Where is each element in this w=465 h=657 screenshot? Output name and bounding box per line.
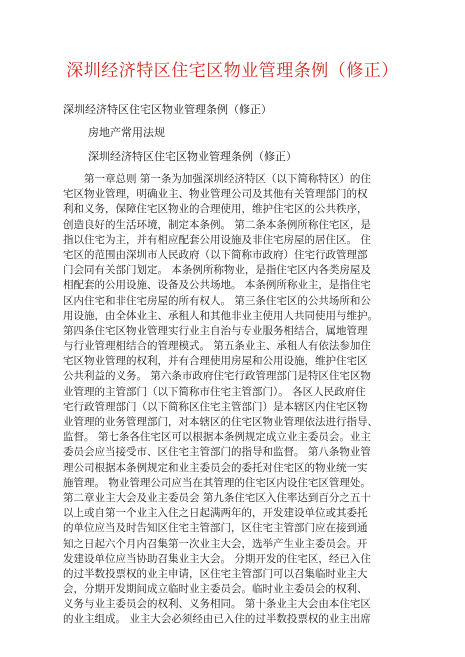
body-line: 监督。 第七条各住宅区可以根据本条例规定成立业主委员会。业主 <box>63 431 371 444</box>
body-line: 宅区物业管理的权利，并有合理使用房屋和公用设施，维护住宅区 <box>63 355 368 368</box>
body-line: 业管理的主管部门（以下简称市住宅主管部门）。 各区人民政府住 <box>63 385 366 398</box>
body-line: 与行业管理相结合的管理模式。 第五条业主、承租人有依法参加住 <box>63 340 371 353</box>
category-label: 房地产常用法规 <box>88 126 165 139</box>
body-line: 相配套的公用设施、设备及公共场地。 本条例所称业主，是指住宅 <box>63 279 371 292</box>
body-line: 第四条住宅区物业管理实行业主自治与专业服务相结合，属地管理 <box>63 324 368 337</box>
body-line: 区内住宅和非住宅房屋的所有权人。 第三条住宅区的公共场所和公 <box>63 294 371 307</box>
body-line: 发建设单位应当协助召集业主大会。 分期开发的住宅区，经已入住 <box>63 552 371 565</box>
body-line: 公共利益的义务。 第六条市政府住宅行政管理部门是特区住宅区物 <box>63 370 371 383</box>
body-line: 的过半数投票权的业主申请，区住宅主管部门可以召集临时业主大 <box>63 567 368 580</box>
regulation-title: 深圳经济特区住宅区物业管理条例（修正） <box>88 150 297 163</box>
body-line: 指以住宅为主，并有相应配套公用设施及非住宅房屋的居住区。 住 <box>63 233 371 246</box>
body-line: 的单位应当及时告知区住宅主管部门，区住宅主管部门应在接到通 <box>63 522 368 535</box>
body-line: 的业主组成。 业主大会必须经由已入住的过半数投票权的业主出席 <box>63 613 371 626</box>
body-line: 知之日起六个月内召集第一次业主大会，选举产生业主委员会。开 <box>63 537 368 550</box>
body-line: 宅区物业管理，明确业主、物业管理公司及其他有关管理部门的权 <box>63 188 368 201</box>
body-line: 利和义务，保障住宅区物业的合理使用，维护住宅区的公共秩序， <box>63 203 368 216</box>
regulation-body <box>63 172 408 628</box>
document-subtitle: 深圳经济特区住宅区物业管理条例（修正） <box>63 103 272 116</box>
body-line: 宅区的范围由深圳市人民政府（以下简称市政府）住宅行政管理部 <box>63 248 368 261</box>
body-line: 用设施，由全体业主、承租人和其他非业主使用人共同使用与维护。 <box>63 309 378 322</box>
body-line: 宅行政管理部门（以下简称区住宅主管部门）是本辖区内住宅区物 <box>63 400 368 413</box>
body-line: 义务与业主委员会的权利、义务相同。 第十条业主大会由本住宅区 <box>63 598 371 611</box>
body-line: 第二章业主大会及业主委员会 第九条住宅区入住率达到百分之五十 <box>63 491 371 504</box>
body-line: 委员会应当接受市、区住宅主管部门的指导和监督。 第八条物业管 <box>63 446 371 459</box>
body-line: 理公司根据本条例规定和业主委员会的委托对住宅区的物业统一实 <box>63 461 368 474</box>
body-line: 第一章总则 第一条为加强深圳经济特区（以下简称特区）的住 <box>84 173 371 185</box>
body-line: 会，分期开发期间成立临时业主委员会。临时业主委员会的权利、 <box>63 583 368 596</box>
body-line: 以上或自第一个业主入住之日起满两年的，开发建设单位或其委托 <box>63 507 368 520</box>
document-title: 深圳经济特区住宅区物业管理条例（修正） <box>66 61 399 81</box>
body-line: 施管理。 物业管理公司应当在其管理的住宅区内设住宅区管理处。 <box>63 476 371 489</box>
body-line: 门会同有关部门划定。 本条例所称物业，是指住宅区内各类房屋及 <box>63 264 371 277</box>
body-line: 业管理的业务管理部门，对本辖区的住宅区物业管理依法进行指导、 <box>63 416 378 428</box>
body-line: 创造良好的生活环境，制定本条例。 第二条本条例所称住宅区，是 <box>63 218 371 231</box>
